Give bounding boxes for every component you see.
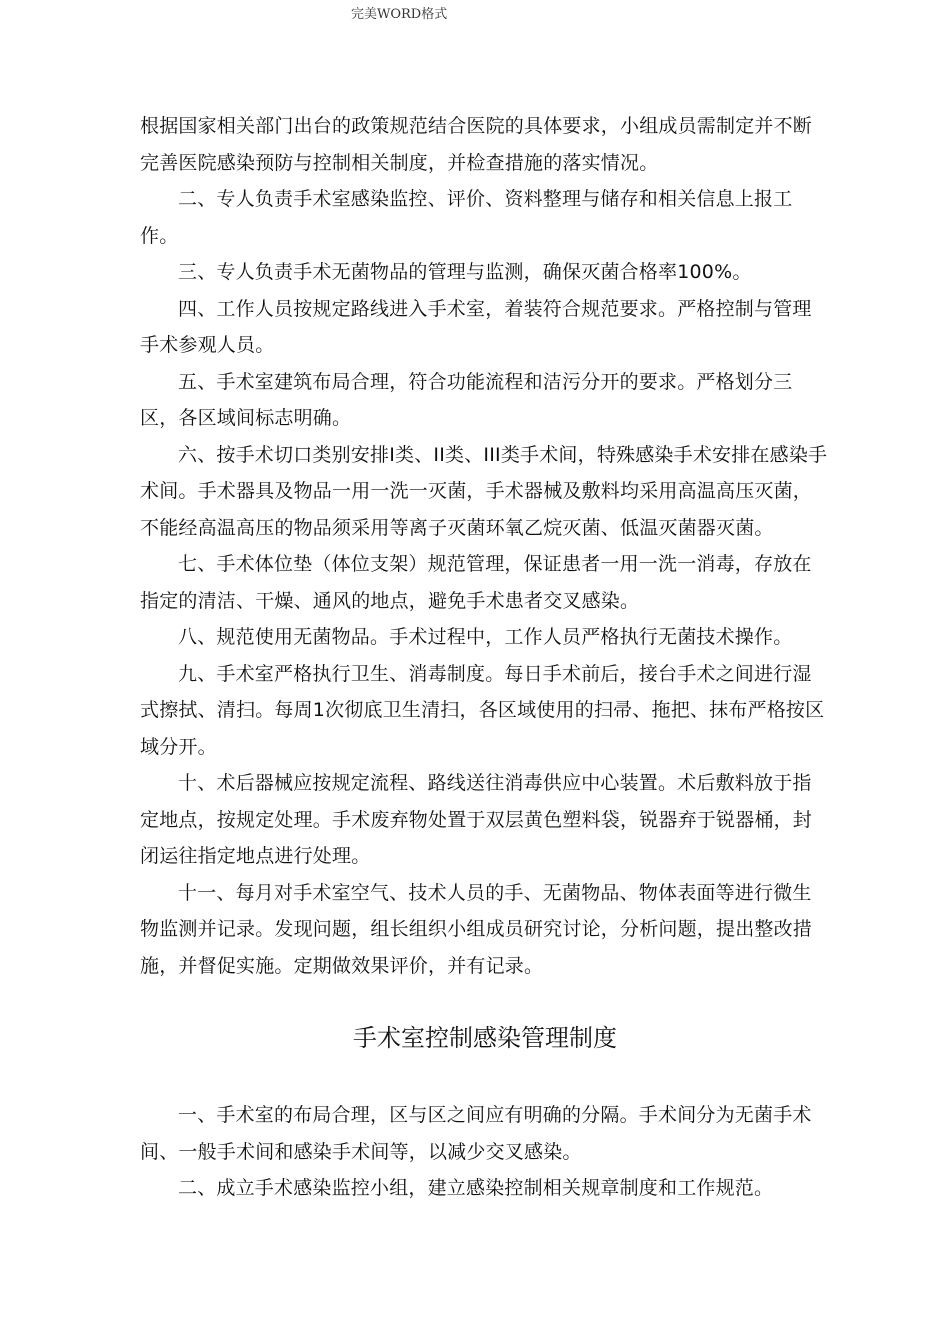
paragraph-item-2: 二、专人负责手术室感染监控、评价、资料整理与储存和相关信息上报工作。 bbox=[140, 188, 793, 247]
page-header: 完美WORD格式 bbox=[351, 7, 448, 22]
paragraph-item-3: 三、专人负责手术无菌物品的管理与监测，确保灭菌合格率100%。 bbox=[178, 261, 752, 283]
paragraph-item-6: 六、按手术切口类别安排Ⅰ类、ⅠⅠ类、ⅠⅠⅠ类手术间，特殊感染手术安排在感染手术间。手术器具及物品一用一洗一灭菌，手术器械及敷料均采用高温高压灭菌，不能经高温高压的物品须采用等离子灭菌环氧乙烷灭菌、低温灭菌器灭菌。 bbox=[140, 443, 828, 539]
paragraph-item-5: 五、手术室建筑布局合理，符合功能流程和洁污分开的要求。严格划分三区，各区域间标志明确。 bbox=[140, 370, 793, 429]
paragraph-item-10: 十、术后器械应按规定流程、路线送往消毒供应中心装置。术后敷料放于指定地点，按规定处理。手术废弃物处置于双层黄色塑料袋，锐器弃于锐器桶，封闭运往指定地点进行处理。 bbox=[140, 772, 813, 867]
section-title: 手术室控制感染管理制度 bbox=[353, 1024, 617, 1052]
paragraph-item-8: 八、规范使用无菌物品。手术过程中，工作人员严格执行无菌技术操作。 bbox=[178, 626, 793, 648]
document-body bbox=[140, 108, 830, 984]
paragraph-intro: 根据国家相关部门出台的政策规范结合医院的具体要求，小组成员需制定并不断完善医院感染预防与控制相关制度，并检查措施的落实情况。 bbox=[140, 115, 813, 174]
paragraph-item-7: 七、手术体位垫（体位支架）规范管理，保证患者一用一洗一消毒，存放在指定的清洁、干燥、通风的地点，避免手术患者交叉感染。 bbox=[140, 553, 812, 612]
paragraph-item-4: 四、工作人员按规定路线进入手术室，着装符合规范要求。严格控制与管理手术参观人员。 bbox=[140, 297, 812, 356]
paragraph-item-9: 九、手术室严格执行卫生、消毒制度。每日手术前后，接台手术之间进行湿式擦拭、清扫。每周1次彻底卫生清扫，各区域使用的扫帚、拖把、抹布严格按区域分开。 bbox=[140, 662, 825, 758]
paragraph-section2-item-2: 二、成立手术感染监控小组，建立感染控制相关规章制度和工作规范。 bbox=[178, 1177, 774, 1199]
paragraph-item-11: 十一、每月对手术室空气、技术人员的手、无菌物品、物体表面等进行微生物监测并记录。发现问题，组长组织小组成员研究讨论，分析问题，提出整改措施，并督促实施。定期做效果评价，并有记录。 bbox=[140, 881, 813, 977]
section-body bbox=[140, 1097, 830, 1207]
paragraph-section2-item-1: 一、手术室的布局合理，区与区之间应有明确的分隔。手术间分为无菌手术间、一般手术间和感染手术间等，以减少交叉感染。 bbox=[140, 1104, 812, 1163]
